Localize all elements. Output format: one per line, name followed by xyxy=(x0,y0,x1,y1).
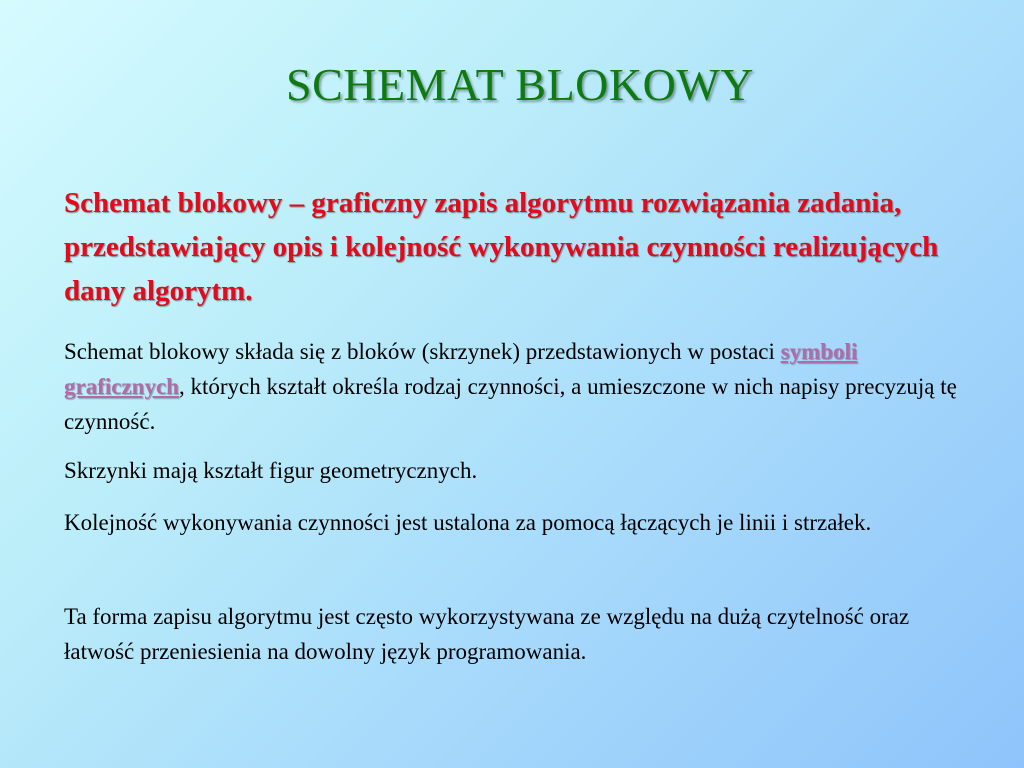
paragraph-shapes: Skrzynki mają kształt figur geometrycznych. xyxy=(64,458,478,483)
definition-text: Schemat blokowy – graficzny zapis algorytmu rozwiązania zadania, przedstawiający opis i kolejność wykonywania czynności realizujących dany algorytm. xyxy=(64,187,939,307)
symbols-link[interactable]: symboli graficznych xyxy=(64,339,858,399)
slide-title: SCHEMAT BLOKOWY xyxy=(286,59,754,110)
paragraph-order: Kolejność wykonywania czynności jest ustalona za pomocą łączących je linii i strzałek. xyxy=(64,510,872,535)
paragraph-blocks-after-link: , których kształt określa rodzaj czynności, a umieszczone w nich napisy precyzują tę czynność. xyxy=(64,374,957,434)
paragraph-blocks xyxy=(64,334,964,439)
paragraph-readability: Ta forma zapisu algorytmu jest często wykorzystywana ze względu na dużą czytelność oraz łatwość przeniesienia na dowolny język programowania. xyxy=(64,604,910,664)
paragraph-blocks-before-link: Schemat blokowy składa się z bloków (skrzynek) przedstawionych w postaci xyxy=(64,339,781,364)
